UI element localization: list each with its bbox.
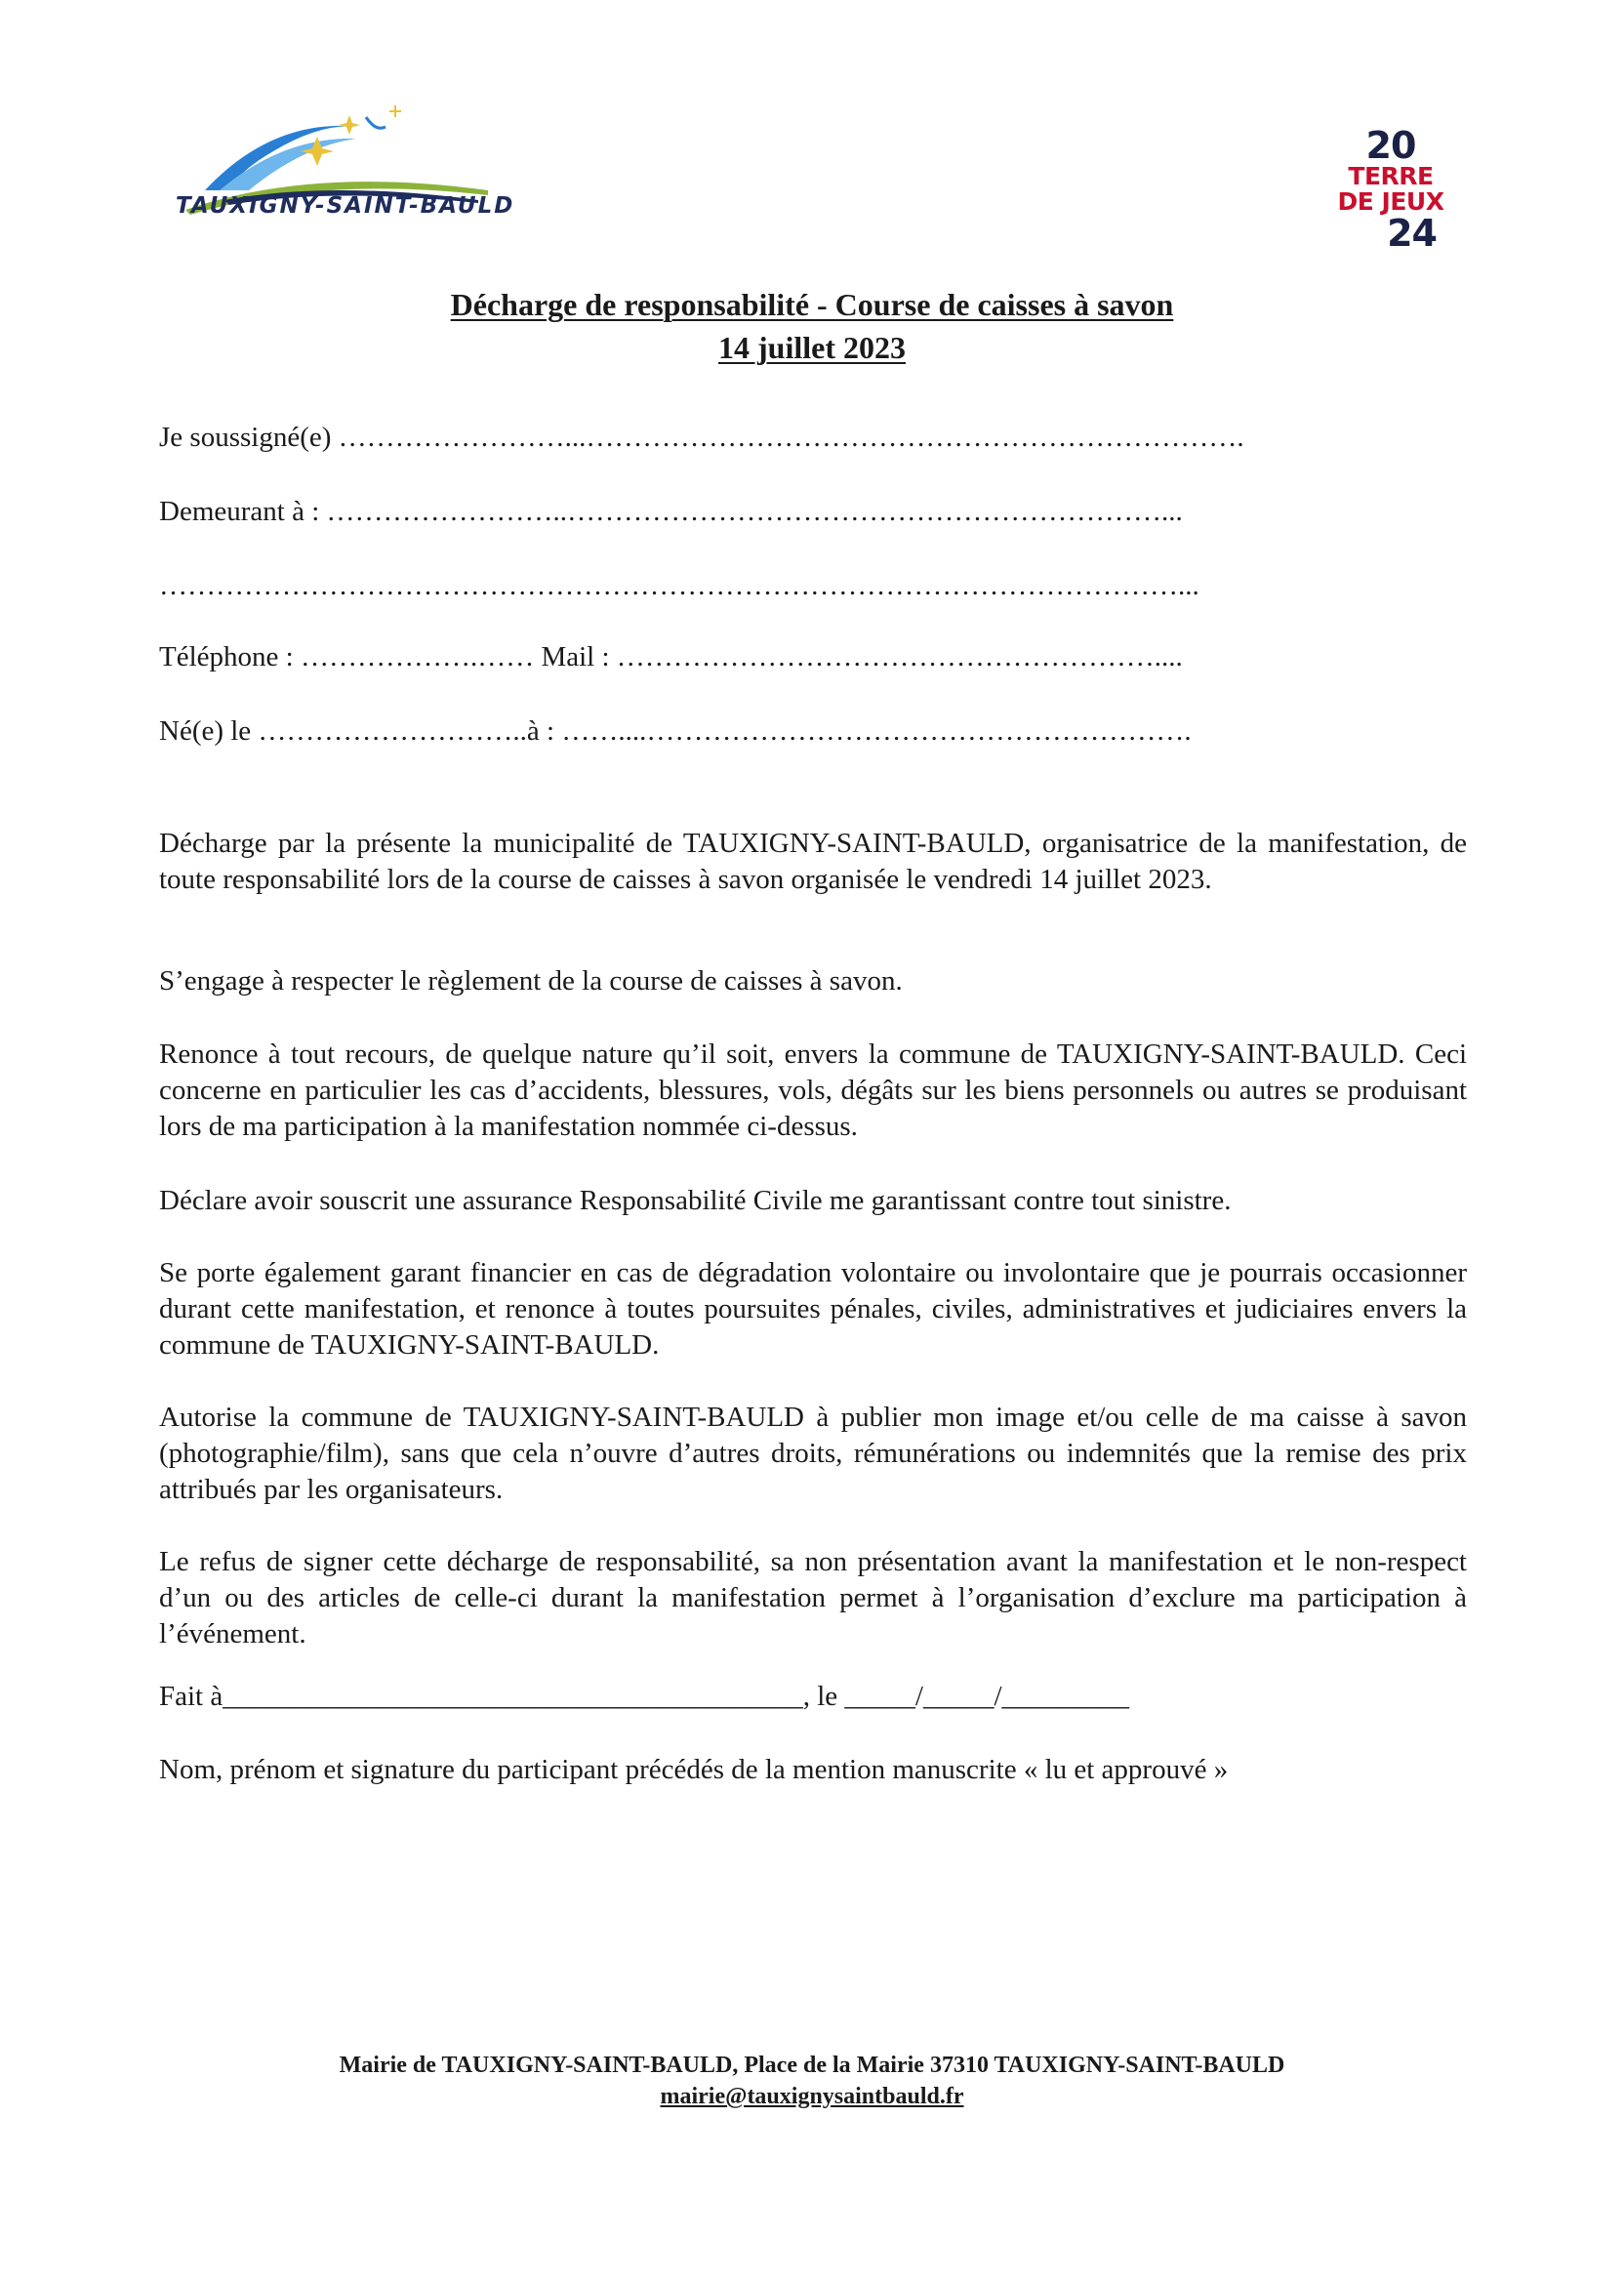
field-soussigne[interactable]: Je soussigné(e) ……………………...…………………………………………………………….	[159, 422, 1244, 453]
paragraph-refus: Le refus de signer cette décharge de responsabilité, sa non présentation avant la manifestation et le non-respect d’un ou des articles de celle-ci durant la manifestation permet à l’organisation d’exclure ma participation à l’événement.	[159, 1546, 1467, 1649]
tauxigny-logo-text: TAUXIGNY-SAINT-BAULD	[176, 193, 515, 219]
terre-de-jeux-2024-logo	[1337, 124, 1444, 255]
paragraph-garant: Se porte également garant financier en cas de dégradation volontaire ou involontaire que je pourrais occasionner durant cette manifestation, et renonce à toutes poursuites pénales, civiles, administratives et judiciaires envers la commune de TAUXIGNY-SAINT-BAULD.	[159, 1257, 1467, 1361]
signature-note: Nom, prénom et signature du participant précédés de la mention manuscrite « lu et approuvé »	[159, 1754, 1229, 1785]
paragraph-renonce: Renonce à tout recours, de quelque nature qu’il soit, envers la commune de TAUXIGNY-SAINT-BAULD. Ceci concerne en particulier les cas d’accidents, blessures, vols, dégâts sur les biens personnels ou autres se produisant lors de ma participation à la manifestation nommée ci-dessus.	[159, 1038, 1467, 1142]
logo-de-jeux: DE JEUX	[1337, 187, 1444, 216]
field-address-line-2[interactable]: ………………………………………………………………………………………………...	[159, 570, 1199, 601]
footer-email-link[interactable]: mairie@tauxignysaintbauld.fr	[660, 2084, 964, 2109]
field-fait-a[interactable]: Fait à_________________________________________, le _____/_____/_________	[159, 1681, 1130, 1712]
footer-address: Mairie de TAUXIGNY-SAINT-BAULD, Place de la Mairie 37310 TAUXIGNY-SAINT-BAULD	[339, 2053, 1285, 2078]
paragraph-autorisation: Autorise la commune de TAUXIGNY-SAINT-BAULD à publier mon image et/ou celle de ma caisse à savon (photographie/film), sans que cela n’ouvre d’autres droits, rémunérations ou indemnités que la remise des prix attribués par les organisateurs.	[159, 1402, 1467, 1505]
document-title	[0, 283, 1624, 369]
field-telephone-mail[interactable]: Téléphone : ……………….…… Mail : …………………………………………………....	[159, 641, 1183, 672]
logo-terre: TERRE	[1348, 162, 1434, 190]
paragraph-engagement: S’engage à respecter le règlement de la course de caisses à savon.	[159, 965, 903, 997]
tauxigny-logo	[166, 98, 517, 244]
title-line-1: Décharge de responsabilité - Course de caisses à savon	[450, 287, 1174, 322]
tauxigny-logo-graphic	[166, 98, 517, 244]
field-demeurant[interactable]: Demeurant à : ……………………..………………………………………………………...	[159, 496, 1183, 527]
paragraph-assurance: Déclare avoir souscrit une assurance Responsabilité Civile me garantissant contre tout sinistre.	[159, 1185, 1232, 1216]
field-naissance[interactable]: Né(e) le ………………………..à : ……....………………………………………………….	[159, 715, 1192, 747]
logo-year-bottom: 24	[1387, 212, 1437, 255]
paragraph-decharge: Décharge par la présente la municipalité de TAUXIGNY-SAINT-BAULD, organisatrice de la manifestation, de toute responsabilité lors de la course de caisses à savon organisée le vendredi 14 juillet 2023.	[159, 828, 1467, 895]
title-line-2: 14 juillet 2023	[718, 330, 906, 365]
logo-year-top: 20	[1365, 124, 1416, 167]
footer	[0, 2050, 1624, 2112]
